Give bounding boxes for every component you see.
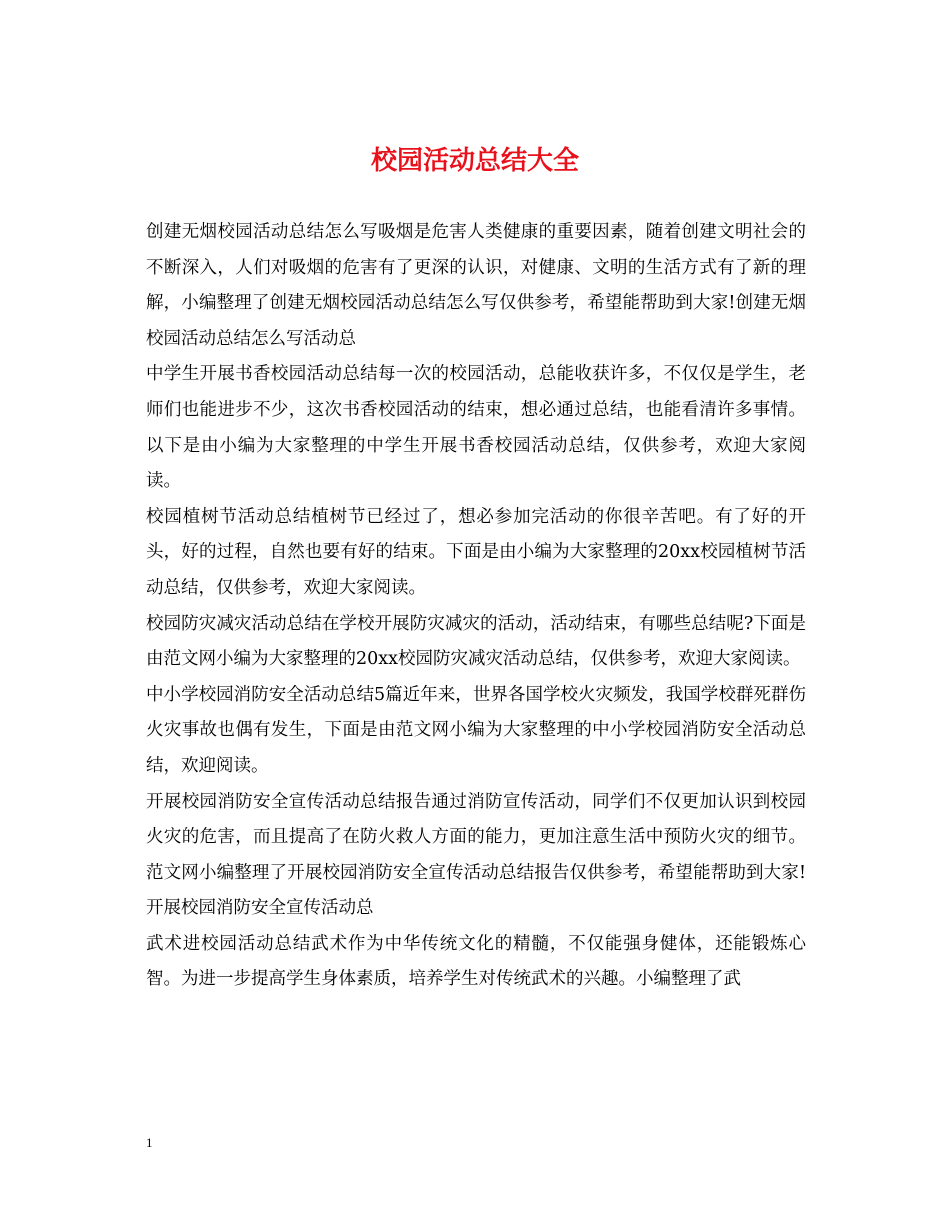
paragraph-disaster-prevention: 校园防灾减灾活动总结在学校开展防灾减灾的活动，活动结束，有哪些总结呢?下面是由范文网小编为大家整理的20xx校园防灾减灾活动总结，仅供参考，欢迎大家阅读。 xyxy=(146,613,806,670)
page-number: 1 xyxy=(146,1135,153,1150)
paragraph-fire-safety: 中小学校园消防安全活动总结5篇近年来，世界各国学校火灾频发，我国学校群死群伤火灾事故也偶有发生，下面是由范文网小编为大家整理的中小学校园消防安全活动总结，欢迎阅读。 xyxy=(146,684,806,776)
paragraph-arbor-day: 校园植树节活动总结植树节已经过了，想必参加完活动的你很辛苦吧。有了好的开头，好的过程，自然也要有好的结束。下面是由小编为大家整理的20xx校园植树节活动总结，仅供参考，欢迎大家阅读。 xyxy=(146,506,806,598)
document-body xyxy=(146,215,806,998)
document-title: 校园活动总结大全 xyxy=(370,146,579,176)
paragraph-fire-safety-publicity: 开展校园消防安全宣传活动总结报告通过消防宣传活动，同学们不仅更加认识到校园火灾的危害，而且提高了在防火救人方面的能力，更加注意生活中预防火灾的细节。范文网小编整理了开展校园消防安全宣传活动总结报告仅供参考，希望能帮助到大家!开展校园消防安全宣传活动总 xyxy=(146,791,806,919)
paragraph-scholarly-campus: 中学生开展书香校园活动总结每一次的校园活动，总能收获许多，不仅仅是学生，老师们也能进步不少，这次书香校园活动的结束，想必通过总结，也能看清许多事情。以下是由小编为大家整理的中学生开展书香校园活动总结，仅供参考，欢迎大家阅读。 xyxy=(146,364,806,492)
paragraph-no-smoking-campus: 创建无烟校园活动总结怎么写吸烟是危害人类健康的重要因素，随着创建文明社会的不断深入，人们对吸烟的危害有了更深的认识，对健康、文明的生活方式有了新的理解，小编整理了创建无烟校园活动总结怎么写仅供参考，希望能帮助到大家!创建无烟校园活动总结怎么写活动总 xyxy=(146,222,806,349)
paragraph-martial-arts: 武术进校园活动总结武术作为中华传统文化的精髓，不仅能强身健体，还能锻炼心智。为进一步提高学生身体素质，培养学生对传统武术的兴趣。小编整理了武 xyxy=(146,933,806,990)
